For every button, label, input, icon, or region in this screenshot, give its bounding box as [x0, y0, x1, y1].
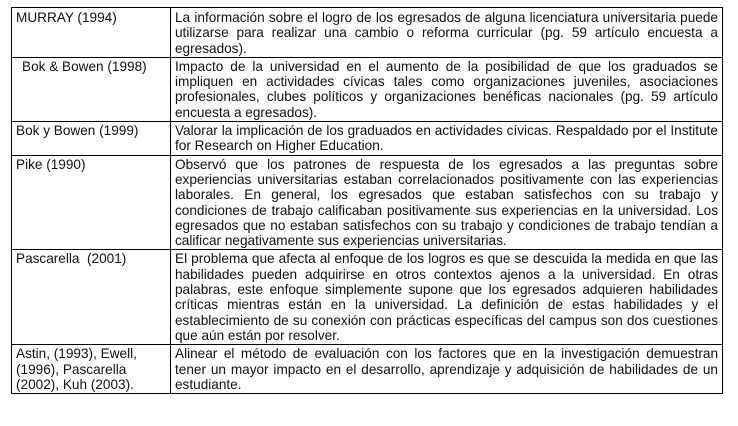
- description-cell: Impacto de la universidad en el aumento de la posibilidad de que los graduados se impliquen en actividades cívicas tales como organizaciones juveniles, asociaciones profesionales, clubes políticos y organizaciones benéficas nacionales (pg. 59 artículo encuesta a egresados).: [171, 57, 723, 121]
- description-cell: Observó que los patrones de respuesta de los egresados a las preguntas sobre experiencias universitarias estaban correlacionados positivamente con las experiencias laborales. En general, los egresados que estaban satisfechos con su trabajo y condiciones de trabajo calificaban positivamente sus experiencias en la universidad. Los egresados que no estaban satisfechos con su trabajo y condiciones de trabajo tendían a calificar negativamente sus experiencias universitarias.: [171, 155, 723, 250]
- table-row: [12, 122, 723, 156]
- table-row: [12, 155, 723, 250]
- author-cell: Bok y Bowen (1999): [12, 122, 171, 156]
- table-row: [12, 345, 723, 394]
- author-cell: Astin, (1993), Ewell, (1996), Pascarella (2002), Kuh (2003).: [12, 345, 171, 394]
- literature-table: [11, 7, 723, 394]
- description-cell: Alinear el método de evaluación con los factores que en la investigación demuestran tener un mayor impacto en el desarrollo, aprendizaje y adquisición de habilidades de un estudiante.: [171, 345, 723, 394]
- author-cell: Pike (1990): [12, 155, 171, 250]
- description-cell: Valorar la implicación de los graduados en actividades cívicas. Respaldado por el Institute for Research on Higher Education.: [171, 122, 723, 156]
- author-cell: Bok & Bowen (1998): [12, 57, 171, 121]
- table-row: [12, 8, 723, 58]
- description-cell: El problema que afecta al enfoque de los logros es que se descuida la medida en que las habilidades pueden adquirirse en otros contextos ajenos a la universidad. En otras palabras, este enfoque simplemente supone que los egresados adquieren habilidades críticas mientras están en la universidad. La definición de estas habilidades y el establecimiento de su conexión con prácticas específicas del campus son dos cuestiones que aún están por resolver.: [171, 250, 723, 345]
- author-cell: Pascarella (2001): [12, 250, 171, 345]
- table-row: [12, 57, 723, 121]
- author-cell: MURRAY (1994): [12, 8, 171, 58]
- description-cell: La información sobre el logro de los egresados de alguna licenciatura universitaria puede utilizarse para realizar una cambio o reforma curricular (pg. 59 artículo encuesta a egresados).: [171, 8, 723, 58]
- table-row: [12, 250, 723, 345]
